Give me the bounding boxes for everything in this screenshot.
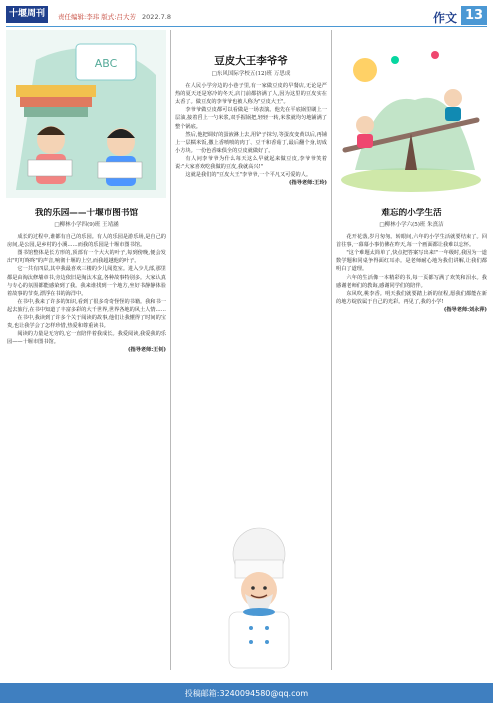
- left-paragraph: 图书馆整体是长方形的,顶部有一个大大的叶子,每到傍晚,便会发出"叮叮咚咚"的声音,响彻十堰的上空,而我超越他的叶子。: [7, 250, 166, 265]
- section-title: 作文: [432, 11, 457, 25]
- right-paragraph: 六年的生活像一本精彩的书,每一页都写满了欢笑和泪水。我感谢老师们的教诲,感谢同学们的陪伴。: [336, 274, 487, 289]
- right-paragraph: "这个难题太简单了,快点把答案写出来!"一年级时,我因为一道数学题和同桌争得面红耳赤。是老师耐心地为我们讲解,让我们都明白了道理。: [336, 250, 487, 273]
- right-article-byline: □柳林小学六(5)班 朱熹洁: [379, 222, 444, 228]
- middle-paragraph: 然后,他把调好的蛋液淋上去,用铲子抹匀,等蛋皮变黄以后,再铺上一层糯米饭,撒上香喷喷的肉丁、豆干和香菇丁,最后翻个身,切成小方块。一份色香味俱全的豆皮就做好了。: [175, 131, 327, 154]
- seesaw-children-illustration: [335, 30, 487, 196]
- right-article: [336, 208, 487, 678]
- header-rule: [6, 26, 487, 27]
- middle-article-byline: □东风国际学校五(12)班 万思成: [211, 71, 291, 77]
- submission-email: 投稿邮箱:3240094580@qq.com: [184, 689, 309, 698]
- editor-line: 责任编辑:李玮 版式:吕大芳: [58, 13, 136, 21]
- page-footer: [0, 683, 493, 703]
- left-article: [7, 208, 166, 678]
- left-paragraph: 在书中,我来了许多的知识,看到了很多奇奇怪怪的书籍。我和书一起去旅行,在书中知道了丰富多彩的大千世界,世界各地的风土人情……: [7, 298, 166, 313]
- left-paragraph: 在书中,我读到了许多个关于阅读的故事,他们让我懂得了时间的宝贵,也让我学会了怎样珍惜,热爱和尊重读书。: [7, 315, 166, 330]
- left-paragraph: 阅读的力量是无穷的,它一直陪伴着我成长。我爱阅读,我爱我的乐园——十堰市图书馆。: [7, 331, 166, 346]
- reading-children-illustration: [6, 30, 166, 198]
- left-paragraph: 它一共有四层,其中我最喜欢三楼的少儿阅览室。进入少儿部,那里都是由淘汰修墙章书,旁边依旧是淘汰木盒,各种故事特别多。大家认真与专心的氛围都能感染到了我。我来谁找到一个地方,坐好书静静体验着故事的节奏,漂浮在书的海洋中。: [7, 266, 166, 297]
- page-header: [0, 0, 493, 28]
- middle-paragraph: 这就是我们的"豆皮大王"李爷爷,一个平凡又可爱的人。: [185, 172, 312, 179]
- editor-credits: [58, 12, 171, 21]
- right-article-signature: (指导老师:刘永萍): [443, 306, 487, 313]
- page-number: 13: [461, 6, 487, 25]
- middle-article-title: 豆皮大王李爷爷: [214, 55, 288, 67]
- left-article-title: 我的乐园——十堰市图书馆: [34, 208, 139, 218]
- issue-date: 2022.7.8: [142, 13, 171, 21]
- left-paragraph: 成长的过程中,谁都有自己的乐园。有人的乐园是游乐场,是自己的房间,是公园,是乡村的小溪……而我的乐园是十堰市图书馆。: [7, 234, 166, 249]
- column-divider-right: [331, 30, 332, 670]
- middle-article-signature: (指导老师:王玲): [289, 180, 327, 187]
- right-paragraph: 东风吹,桃李香。明天我们就要踏上新的征程,愿我们都能在新的地方绽放属于自己的光彩。再见了,我的小学!: [336, 290, 487, 305]
- middle-paragraph: 在人民小学旁边的小巷子里,有一家做豆皮的早餐店,无论是严热的夏天还是寒冷的冬天,店门前都挤满了人,因为这里的豆皮实在太香了。做豆皮的李爷爷也被人称为"豆皮大王"。: [175, 83, 327, 106]
- left-article-signature: (指导老师:王钊): [128, 347, 166, 354]
- middle-paragraph: 有人问李爷爷为什么每天这么早就起来做豆皮,李爷爷笑着说:"大家喜欢吃我做的豆皮,我就高兴!": [175, 155, 327, 171]
- right-article-title: 难忘的小学生活: [381, 208, 442, 218]
- middle-article: [175, 54, 327, 522]
- chef-illustration: [195, 524, 323, 674]
- right-paragraph: 花开花落,岁月匆匆。转眼间,六年的小学生活就要结束了。回首往事,一幕幕小事仿佛在昨天,每一个画面都让我难以忘怀。: [336, 234, 487, 249]
- svg-text:ABC: ABC: [94, 57, 118, 70]
- masthead-logo: 十堰周刊: [6, 6, 48, 23]
- column-divider-left: [170, 30, 171, 670]
- middle-paragraph: 李爷爷做豆皮都可以看做是一场表演。他先在平底锅里刷上一层油,接着舀上一勺米浆,双手握锅把,轻轻一转,米浆就均匀地铺满了整个锅底。: [175, 107, 327, 130]
- left-article-byline: □柳林小学四(9)班 王靖涵: [54, 222, 119, 228]
